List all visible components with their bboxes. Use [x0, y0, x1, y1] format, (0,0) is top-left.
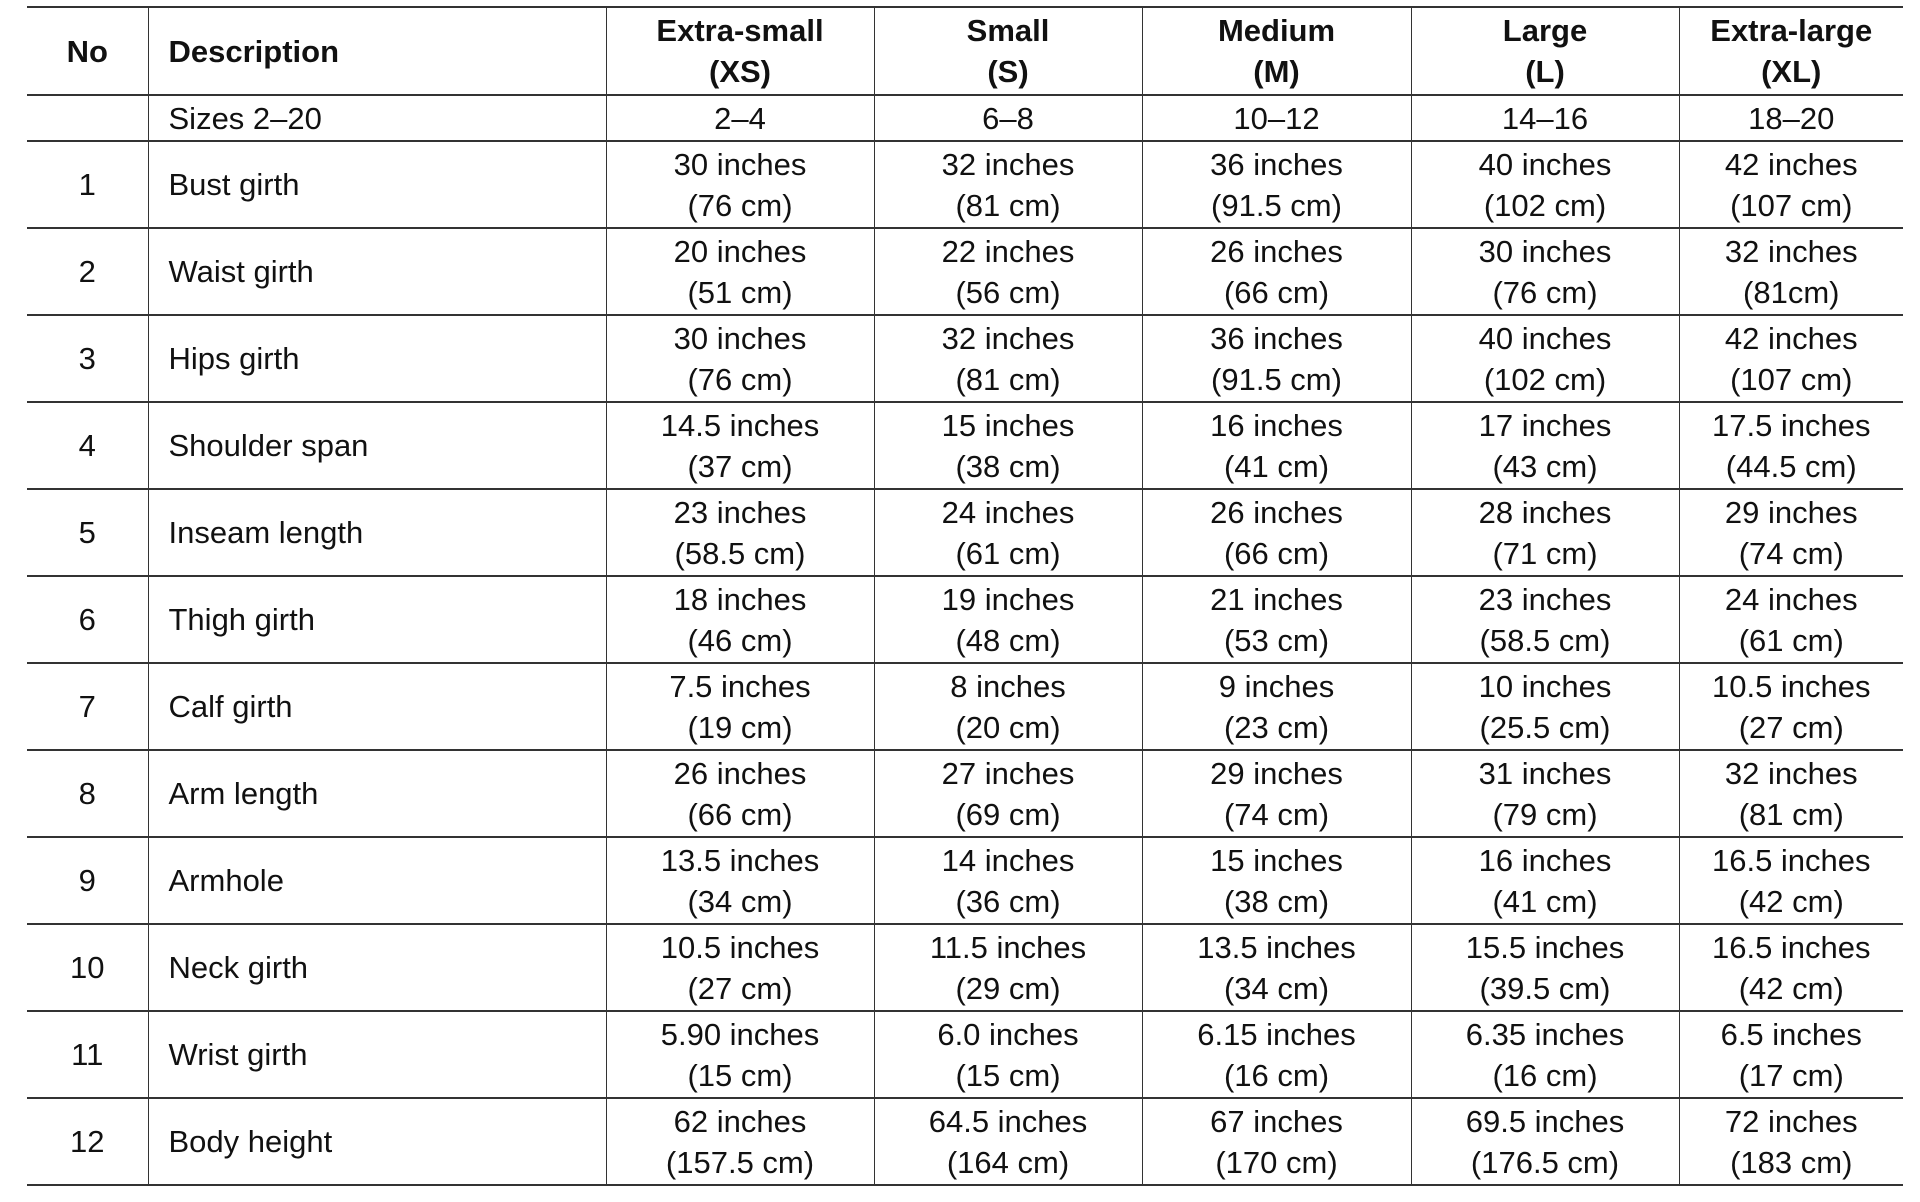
- measurement-cm: (76 cm): [687, 187, 793, 223]
- measurement-cm: (91.5 cm): [1211, 361, 1342, 397]
- measurement-inches: 13.5 inches: [660, 842, 820, 878]
- measurement-cm: (170 cm): [1215, 1144, 1338, 1180]
- measurement-cell: [1679, 141, 1903, 228]
- measurement-inches: 23 inches: [1478, 581, 1612, 617]
- measurement-cell: [1142, 489, 1411, 576]
- measurement-cm: (81cm): [1743, 274, 1840, 310]
- measurement-cm: (74 cm): [1738, 535, 1844, 571]
- measurement-cell: [1142, 663, 1411, 750]
- size-code: (M): [1253, 54, 1300, 89]
- measurement-cell: [1411, 141, 1679, 228]
- table-row: [27, 315, 1903, 402]
- row-number: 11: [27, 1011, 148, 1098]
- measurement-inches: 36 inches: [1210, 146, 1343, 182]
- header-size-1: [874, 7, 1142, 95]
- measurement-cm: (41 cm): [1492, 883, 1598, 919]
- row-number: 3: [27, 315, 148, 402]
- measurement-cm: (176.5 cm): [1470, 1144, 1620, 1180]
- measurement-inches: 32 inches: [941, 320, 1075, 356]
- row-description: Wrist girth: [148, 1011, 606, 1098]
- measurement-cell: [1679, 663, 1903, 750]
- measurement-cm: (76 cm): [687, 361, 793, 397]
- size-chart-table: [27, 6, 1903, 1186]
- row-description: Shoulder span: [148, 402, 606, 489]
- measurement-cm: (39.5 cm): [1479, 970, 1611, 1006]
- measurement-cell: [1679, 228, 1903, 315]
- measurement-inches: 42 inches: [1724, 320, 1858, 356]
- measurement-inches: 10.5 inches: [660, 929, 820, 965]
- measurement-cell: [606, 576, 874, 663]
- measurement-cm: (74 cm): [1223, 796, 1330, 832]
- measurement-cm: (102 cm): [1483, 361, 1607, 397]
- measurement-cm: (81 cm): [955, 361, 1061, 397]
- measurement-cell: [874, 141, 1142, 228]
- measurement-cm: (34 cm): [687, 883, 793, 919]
- measurement-inches: 6.0 inches: [937, 1016, 1079, 1052]
- row-description: Calf girth: [148, 663, 606, 750]
- row-number: 2: [27, 228, 148, 315]
- measurement-inches: 31 inches: [1478, 755, 1612, 791]
- header-size-4: [1679, 7, 1903, 95]
- measurement-cell: [1679, 750, 1903, 837]
- measurement-cm: (157.5 cm): [665, 1144, 815, 1180]
- measurement-cm: (38 cm): [955, 448, 1061, 484]
- header-size-0: [606, 7, 874, 95]
- measurement-inches: 8 inches: [950, 668, 1066, 704]
- row-description: Inseam length: [148, 489, 606, 576]
- measurement-cm: (44.5 cm): [1725, 448, 1857, 484]
- measurement-cm: (36 cm): [955, 883, 1061, 919]
- measurement-cm: (107 cm): [1730, 187, 1853, 223]
- measurement-cm: (61 cm): [1738, 622, 1844, 658]
- row-description: Hips girth: [148, 315, 606, 402]
- measurement-inches: 26 inches: [1210, 494, 1343, 530]
- measurement-cell: [606, 315, 874, 402]
- row-description: Body height: [148, 1098, 606, 1185]
- row-number: 10: [27, 924, 148, 1011]
- measurement-inches: 6.15 inches: [1197, 1016, 1356, 1052]
- measurement-cell: [1679, 489, 1903, 576]
- measurement-cm: (15 cm): [687, 1057, 793, 1093]
- measurement-inches: 16 inches: [1478, 842, 1612, 878]
- measurement-cell: [606, 1098, 874, 1185]
- size-name: Extra-large: [1710, 13, 1873, 48]
- measurement-inches: 69.5 inches: [1465, 1103, 1625, 1139]
- measurement-cell: [606, 489, 874, 576]
- table-row: [27, 750, 1903, 837]
- measurement-cm: (16 cm): [1223, 1057, 1330, 1093]
- row-number: 9: [27, 837, 148, 924]
- row-description: Waist girth: [148, 228, 606, 315]
- measurement-cell: [1411, 750, 1679, 837]
- measurement-inches: 24 inches: [1724, 581, 1858, 617]
- measurement-cell: [1411, 489, 1679, 576]
- measurement-inches: 30 inches: [1478, 233, 1612, 269]
- measurement-inches: 9 inches: [1218, 668, 1335, 704]
- measurement-inches: 72 inches: [1724, 1103, 1858, 1139]
- table-row: [27, 402, 1903, 489]
- table-row: [27, 141, 1903, 228]
- row-number: 7: [27, 663, 148, 750]
- row-description: Neck girth: [148, 924, 606, 1011]
- measurement-cm: (41 cm): [1223, 448, 1330, 484]
- measurement-cm: (66 cm): [1223, 274, 1330, 310]
- measurement-cell: [1142, 837, 1411, 924]
- measurement-cell: [606, 924, 874, 1011]
- measurement-cell: [874, 750, 1142, 837]
- header-row: [27, 7, 1903, 95]
- measurement-inches: 42 inches: [1724, 146, 1858, 182]
- size-name: Large: [1502, 13, 1588, 48]
- measurement-cell: [874, 489, 1142, 576]
- table-row: [27, 228, 1903, 315]
- measurement-cell: [874, 837, 1142, 924]
- measurement-cm: (53 cm): [1223, 622, 1330, 658]
- measurement-cm: (42 cm): [1738, 970, 1844, 1006]
- measurement-cm: (42 cm): [1738, 883, 1844, 919]
- measurement-cm: (19 cm): [687, 709, 793, 745]
- measurement-cell: [606, 228, 874, 315]
- measurement-inches: 29 inches: [1724, 494, 1858, 530]
- measurement-inches: 16 inches: [1210, 407, 1343, 443]
- measurement-inches: 10.5 inches: [1711, 668, 1871, 704]
- measurement-inches: 6.35 inches: [1465, 1016, 1625, 1052]
- measurement-cell: [874, 1098, 1142, 1185]
- measurement-cm: (61 cm): [955, 535, 1061, 571]
- table-row: [27, 924, 1903, 1011]
- measurement-cell: [1411, 924, 1679, 1011]
- sizes-row: [27, 95, 1903, 141]
- measurement-inches: 24 inches: [941, 494, 1075, 530]
- measurement-cm: (66 cm): [1223, 535, 1330, 571]
- table-row: [27, 489, 1903, 576]
- measurement-cell: [1679, 1098, 1903, 1185]
- size-code: (XS): [709, 54, 771, 89]
- measurement-inches: 15 inches: [1210, 842, 1343, 878]
- measurement-cm: (27 cm): [1738, 709, 1844, 745]
- measurement-cell: [1679, 315, 1903, 402]
- measurement-cm: (48 cm): [955, 622, 1061, 658]
- size-range: 14–16: [1411, 95, 1679, 141]
- size-name: Extra-small: [656, 13, 824, 48]
- measurement-cm: (37 cm): [687, 448, 793, 484]
- measurement-cell: [1142, 1098, 1411, 1185]
- row-description: Arm length: [148, 750, 606, 837]
- measurement-inches: 16.5 inches: [1711, 842, 1871, 878]
- measurement-inches: 62 inches: [673, 1103, 807, 1139]
- measurement-cell: [1411, 837, 1679, 924]
- measurement-inches: 11.5 inches: [929, 929, 1087, 965]
- measurement-inches: 19 inches: [941, 581, 1075, 617]
- measurement-inches: 64.5 inches: [928, 1103, 1088, 1139]
- measurement-cm: (66 cm): [687, 796, 793, 832]
- measurement-inches: 28 inches: [1478, 494, 1612, 530]
- size-code: (XL): [1761, 54, 1822, 89]
- measurement-inches: 16.5 inches: [1711, 929, 1871, 965]
- measurement-cm: (71 cm): [1492, 535, 1598, 571]
- measurement-cell: [1679, 1011, 1903, 1098]
- measurement-cell: [1411, 402, 1679, 489]
- sizes-no: [27, 95, 148, 141]
- measurement-cell: [1679, 924, 1903, 1011]
- size-range: 18–20: [1679, 95, 1903, 141]
- measurement-cm: (81 cm): [1738, 796, 1844, 832]
- measurement-cell: [1142, 141, 1411, 228]
- measurement-cm: (69 cm): [955, 796, 1061, 832]
- measurement-cm: (58.5 cm): [674, 535, 806, 571]
- measurement-inches: 21 inches: [1210, 581, 1343, 617]
- measurement-cell: [1411, 1011, 1679, 1098]
- measurement-cm: (16 cm): [1492, 1057, 1598, 1093]
- table-row: [27, 1098, 1903, 1185]
- measurement-cell: [1142, 576, 1411, 663]
- measurement-cell: [606, 402, 874, 489]
- measurement-cm: (23 cm): [1223, 709, 1330, 745]
- measurement-inches: 32 inches: [1724, 233, 1858, 269]
- measurement-inches: 23 inches: [673, 494, 807, 530]
- row-description: Bust girth: [148, 141, 606, 228]
- measurement-cm: (46 cm): [687, 622, 793, 658]
- measurement-cm: (102 cm): [1483, 187, 1607, 223]
- measurement-inches: 14 inches: [941, 842, 1075, 878]
- measurement-cm: (25.5 cm): [1479, 709, 1611, 745]
- measurement-cm: (17 cm): [1738, 1057, 1844, 1093]
- measurement-cell: [1679, 402, 1903, 489]
- measurement-inches: 5.90 inches: [660, 1016, 820, 1052]
- measurement-cm: (107 cm): [1730, 361, 1853, 397]
- measurement-cell: [874, 228, 1142, 315]
- measurement-cell: [874, 924, 1142, 1011]
- row-number: 8: [27, 750, 148, 837]
- row-number: 12: [27, 1098, 148, 1185]
- measurement-cell: [606, 663, 874, 750]
- sizes-label: Sizes 2–20: [148, 95, 606, 141]
- measurement-cell: [1142, 228, 1411, 315]
- row-number: 1: [27, 141, 148, 228]
- row-number: 4: [27, 402, 148, 489]
- size-range: 10–12: [1142, 95, 1411, 141]
- header-size-2: [1142, 7, 1411, 95]
- measurement-cell: [1411, 1098, 1679, 1185]
- measurement-cm: (91.5 cm): [1211, 187, 1342, 223]
- measurement-cm: (81 cm): [955, 187, 1061, 223]
- measurement-cell: [1142, 924, 1411, 1011]
- measurement-cm: (76 cm): [1492, 274, 1598, 310]
- measurement-cell: [1411, 228, 1679, 315]
- measurement-cell: [606, 837, 874, 924]
- measurement-inches: 40 inches: [1478, 146, 1612, 182]
- measurement-inches: 15 inches: [941, 407, 1075, 443]
- header-size-3: [1411, 7, 1679, 95]
- size-range: 2–4: [606, 95, 874, 141]
- header-description: Description: [148, 7, 606, 95]
- measurement-inches: 32 inches: [1724, 755, 1858, 791]
- measurement-cm: (79 cm): [1492, 796, 1598, 832]
- row-description: Thigh girth: [148, 576, 606, 663]
- measurement-cell: [1679, 576, 1903, 663]
- measurement-cell: [1411, 315, 1679, 402]
- measurement-cell: [1142, 1011, 1411, 1098]
- measurement-cm: (29 cm): [955, 970, 1061, 1006]
- measurement-cm: (20 cm): [955, 709, 1061, 745]
- table-row: [27, 1011, 1903, 1098]
- measurement-cell: [874, 663, 1142, 750]
- measurement-inches: 26 inches: [1210, 233, 1343, 269]
- measurement-inches: 15.5 inches: [1465, 929, 1625, 965]
- measurement-cell: [874, 576, 1142, 663]
- row-description: Armhole: [148, 837, 606, 924]
- size-name: Small: [966, 13, 1050, 48]
- size-name: Medium: [1217, 13, 1336, 48]
- measurement-cm: (43 cm): [1492, 448, 1598, 484]
- measurement-cell: [874, 1011, 1142, 1098]
- measurement-inches: 67 inches: [1210, 1103, 1343, 1139]
- table-row: [27, 837, 1903, 924]
- measurement-cm: (51 cm): [687, 274, 793, 310]
- row-number: 5: [27, 489, 148, 576]
- measurement-inches: 10 inches: [1478, 668, 1612, 704]
- measurement-inches: 17.5 inches: [1711, 407, 1871, 443]
- measurement-inches: 32 inches: [941, 146, 1075, 182]
- measurement-cm: (164 cm): [946, 1144, 1070, 1180]
- measurement-inches: 40 inches: [1478, 320, 1612, 356]
- measurement-cm: (183 cm): [1730, 1144, 1853, 1180]
- measurement-cm: (27 cm): [687, 970, 793, 1006]
- measurement-inches: 17 inches: [1478, 407, 1612, 443]
- table-row: [27, 576, 1903, 663]
- measurement-cell: [606, 750, 874, 837]
- size-range: 6–8: [874, 95, 1142, 141]
- measurement-cell: [606, 141, 874, 228]
- measurement-cell: [606, 1011, 874, 1098]
- measurement-inches: 7.5 inches: [669, 668, 811, 704]
- measurement-cm: (56 cm): [955, 274, 1061, 310]
- measurement-inches: 36 inches: [1210, 320, 1343, 356]
- measurement-cell: [1679, 837, 1903, 924]
- measurement-inches: 27 inches: [941, 755, 1075, 791]
- size-code: (L): [1525, 54, 1565, 89]
- measurement-inches: 6.5 inches: [1720, 1016, 1862, 1052]
- measurement-cell: [1411, 663, 1679, 750]
- measurement-inches: 30 inches: [673, 146, 807, 182]
- measurement-inches: 13.5 inches: [1197, 929, 1356, 965]
- measurement-cell: [874, 402, 1142, 489]
- measurement-cell: [874, 315, 1142, 402]
- table-row: [27, 663, 1903, 750]
- measurement-cm: (38 cm): [1223, 883, 1330, 919]
- size-code: (S): [987, 54, 1029, 89]
- measurement-inches: 22 inches: [941, 233, 1075, 269]
- header-no: No: [27, 7, 148, 95]
- measurement-inches: 20 inches: [673, 233, 807, 269]
- measurement-cell: [1142, 402, 1411, 489]
- measurement-cell: [1411, 576, 1679, 663]
- measurement-inches: 30 inches: [673, 320, 807, 356]
- row-number: 6: [27, 576, 148, 663]
- measurement-inches: 29 inches: [1210, 755, 1343, 791]
- measurement-cm: (34 cm): [1223, 970, 1330, 1006]
- measurement-cm: (15 cm): [955, 1057, 1061, 1093]
- measurement-cell: [1142, 750, 1411, 837]
- measurement-inches: 14.5 inches: [660, 407, 820, 443]
- measurement-inches: 26 inches: [673, 755, 807, 791]
- measurement-cm: (58.5 cm): [1479, 622, 1611, 658]
- measurement-inches: 18 inches: [673, 581, 807, 617]
- measurement-cell: [1142, 315, 1411, 402]
